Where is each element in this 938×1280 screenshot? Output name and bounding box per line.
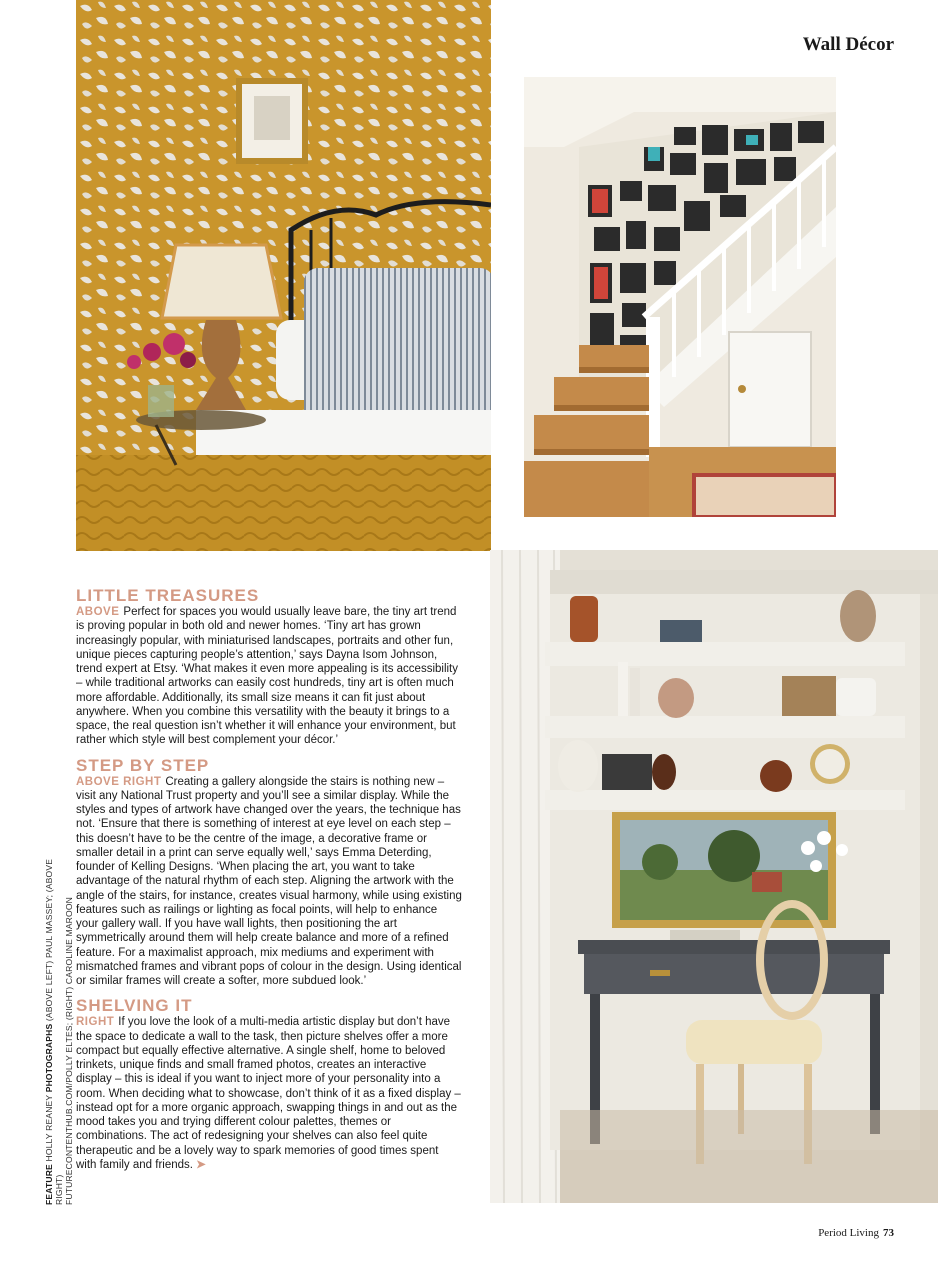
lead-right: RIGHT [76,1016,115,1029]
body-step-by-step: Creating a gallery alongside the stairs is nothing new – visit any National Trust property and you’ll see a similar display. While the styles and types of artwork have changed over the years, the technique has not. ‘Ensure that there is something of interest at eye level on each step – this doesn’t have to be the centre of the image, a decorative frame or smaller detail in a print can serve equally well,’ says Emma Deterding, founder of Kelling Designs. ‘When placing the art, you want to take advantage of the natural rhythm of each step. Aligning the artwork with the angle of the stairs, for instance, creates visual harmony, while using existing features such as railings or lighting as focal points, will help to enhance your gallery wall. If you have wall lights, then positioning the art symmetrically around them will help create balance and more of a refined feature. For a maximalist approach, mix mediums and experiment with mismatched frames and vibrant pops of colour in the design. Using identical or similar frames will create a softer, more subdued look.’ [76,775,462,987]
section-title: Wall Décor [802,34,894,55]
paragraph-shelving-it [76,1015,462,1172]
heading-little-treasures: LITTLE TREASURES [76,586,260,605]
lead-above-right: ABOVE RIGHT [76,775,162,788]
shelving-alcove-photo [490,550,938,1203]
lead-above: ABOVE [76,606,120,618]
heading-shelving-it: SHELVING IT [76,996,193,1016]
page-number: 73 [883,1227,894,1239]
body-shelving-it: If you love the look of a multi-media artistic display but don’t have the space to dedicate a wall to the task, then picture shelves offer a more compact but equally effective alternative. A single shelf, home to beloved trinkets, unique finds and small framed photos, creates an interactive display – this is ideal if you want to inject more of your personality into a room. When deciding what to showcase, don’t think of it as a fixed display – instead opt for a more organic approach, swapping things in and out as the mood takes you and trying different colour palettes, themes or combinations. The act of redesigning your shelves can also feel quite therapeutic and be a lovely way to spark memories of good times spent with family and friends. [76,1016,461,1171]
article-column [76,586,462,1180]
staircase-gallery-photo [524,77,836,517]
magazine-name: Period Living [818,1227,879,1239]
credits-line-1: FEATURE HOLLY REANEY PHOTOGRAPHS (ABOVE LEFT) PAUL MASSEY; (ABOVE RIGHT) [44,858,64,1205]
bedroom-photo [76,0,491,551]
credits-line-2: FUTURECONTENTHUB.COM/POLLY ELTES; (RIGHT) CAROLINE MAROON [64,897,74,1205]
photo-credits [44,855,74,1205]
body-little-treasures: Perfect for spaces you would usually leave bare, the tiny art trend is proving popular in both old and newer homes. ‘Tiny art has grown increasingly popular, with miniaturised landscapes, portraits and other fun, unique pieces capturing people’s attention,’ says Dayna Isom Johnson, trend expert at Etsy. ‘What makes it even more appealing is its accessibility – while traditional artworks can easily cost hundreds, tiny art is often much more affordable. Additionally, its small size means it can fit just about anywhere. When you combine this versatility with the beauty it brings to a space, the real question isn’t whether it will enhance your environment, but rather which style will best complement your décor.’ [76,606,459,747]
paragraph-little-treasures [76,605,462,748]
page-footer [818,1227,894,1239]
heading-step-by-step: STEP BY STEP [76,755,210,775]
end-arrow-icon: ➤ [196,1158,206,1171]
paragraph-step-by-step [76,775,462,989]
